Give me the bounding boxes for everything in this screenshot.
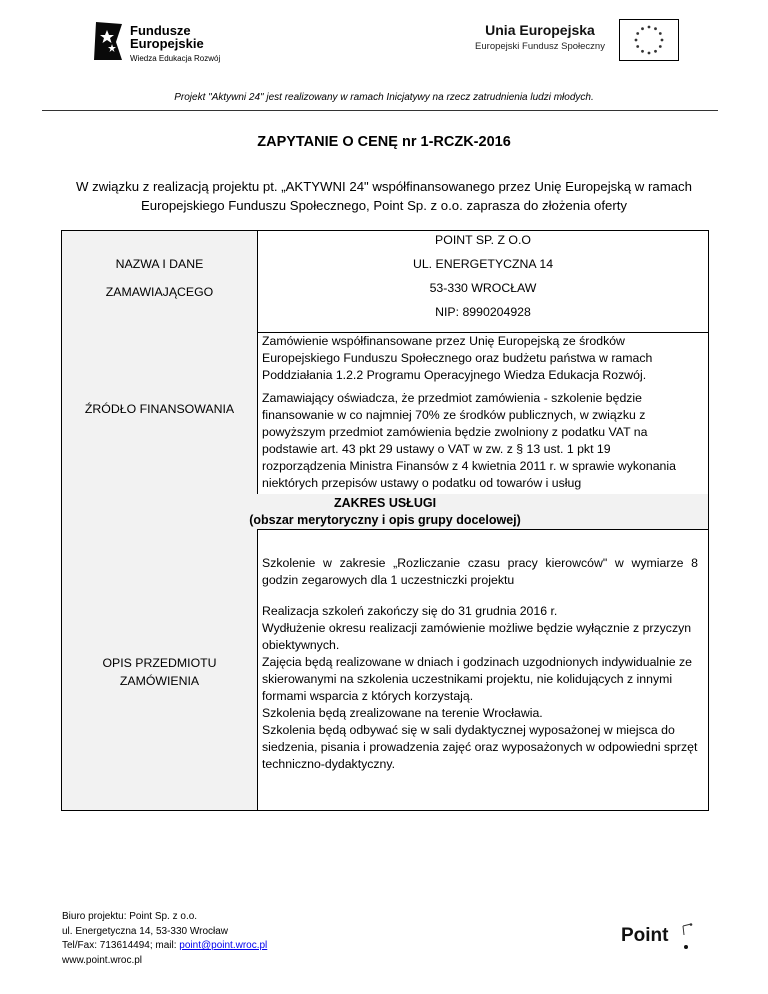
description-label-line-1: OPIS PRZEDMIOTU <box>102 656 217 670</box>
footer-email-link[interactable]: point@point.wroc.pl <box>179 940 268 951</box>
description-text-cell <box>258 529 708 810</box>
buyer-label-cell <box>62 231 258 332</box>
eu-subtitle: Europejski Fundusz Społeczny <box>475 41 605 52</box>
footer-office: Biuro projektu: Point Sp. z o.o. <box>62 911 198 922</box>
description-line: Wydłużenie okresu realizacji zamówienie możliwe będzie wyłącznie z przyczyn obiektywnych. <box>262 621 692 652</box>
eu-logo-text <box>470 22 610 52</box>
eu-flag-icon <box>619 19 679 61</box>
fe-logo-icon <box>92 20 126 62</box>
description-line: Realizacja szkoleń zakończy się do 31 grudnia 2016 r. <box>262 604 558 618</box>
eu-title: Unia Europejska <box>485 22 595 38</box>
project-tagline: Projekt "Aktywni 24" jest realizowany w ramach Inicjatywy na rzecz zatrudnienia ludzi młodych. <box>174 92 594 103</box>
footer-phone: Tel/Fax: 713614494; mail: <box>62 940 180 951</box>
scope-subtitle: (obszar merytoryczny i opis grupy docelowej) <box>249 513 521 527</box>
buyer-label-line-1: NAZWA I DANE <box>115 257 204 271</box>
request-table <box>61 230 709 811</box>
description-para-1: Szkolenie w zakresie „Rozliczanie czasu pracy kierowców" w wymiarze 8 godzin zegarowych dla 1 uczestniczki projektu <box>262 556 698 587</box>
funding-text-2: Zamawiający oświadcza, że przedmiot zamówienia - szkolenie będzie finansowanie w co najmniej 70% ze środków publicznych, w związku z powyższym przedmiot zamówienia będzie zwolniony z podatku VAT na podstawie art. 43 pkt 29 ustawy o VAT w zw. z § 13 ust. 1 pkt 19 rozporządzenia Ministra Finansów z 4 kwietnia 2011 r. w sprawie wykonania niektórych przepisów ustawy o podatku od towarów i usług <box>262 391 676 490</box>
footer-address: ul. Energetyczna 14, 53-330 Wrocław <box>62 925 229 937</box>
point-logo-text: Point <box>621 925 669 946</box>
funding-label-cell <box>62 332 258 494</box>
funding-text-cell <box>258 332 708 494</box>
buyer-street: UL. ENERGETYCZNA 14 <box>412 257 554 271</box>
document-title: ZAPYTANIE O CENĘ nr 1-RCZK-2016 <box>257 134 511 150</box>
intro-paragraph: W związku z realizacją projektu pt. „AKTYWNI 24" współfinansowanego przez Unię Europejską w ramach Europejskiego Funduszu Społecznego, Point Sp. z o.o. zaprasza do złożenia oferty <box>76 179 692 213</box>
buyer-nip: NIP: 8990204928 <box>435 305 531 319</box>
description-line: Szkolenia będą zrealizowane na terenie Wrocławia. <box>262 706 543 720</box>
footer-website: www.point.wroc.pl <box>62 954 143 966</box>
buyer-label-line-2: ZAMAWIAJĄCEGO <box>105 285 214 299</box>
fe-logo-line-1: Fundusze <box>130 23 191 38</box>
buyer-data-cell <box>258 231 708 332</box>
fundusze-europejskie-logo <box>92 14 242 70</box>
description-label-line-2: ZAMÓWIENIA <box>119 674 200 688</box>
point-logo <box>621 925 693 955</box>
funding-text-1: Zamówienie współfinansowane przez Unię Europejską ze środków Europejskiego Funduszu Społecznego oraz budżetu państwa w ramach Poddziałania 1.2.2 Programu Operacyjnego Wiedza Edukacja Rozwój. <box>262 334 653 382</box>
fe-logo-title <box>130 24 204 50</box>
description-details <box>262 603 698 773</box>
footer-phone-mail <box>62 939 267 954</box>
scope-title: ZAKRES USŁUGI <box>333 496 437 510</box>
point-logo-icon <box>681 923 695 951</box>
fe-logo-subtitle: Wiedza Edukacja Rozwój <box>130 54 221 63</box>
funding-label: ŹRÓDŁO FINANSOWANIA <box>84 402 235 416</box>
fe-logo-line-2: Europejskie <box>130 36 204 51</box>
buyer-name: POINT SP. Z O.O <box>435 233 531 247</box>
footer-contact <box>62 910 267 968</box>
description-label-cell <box>62 529 258 810</box>
scope-header-cell <box>62 494 708 529</box>
description-line: Szkolenia będą odbywać się w sali dydaktycznej wyposażonej w miejsca do siedzenia, pisania i prowadzenia zajęć oraz wyposażonych w odpowiedni sprzęt techniczno-dydaktyczny. <box>262 723 698 771</box>
buyer-city: 53-330 WROCŁAW <box>429 281 537 295</box>
header-divider <box>42 110 718 111</box>
description-line: Zajęcia będą realizowane w dniach i godzinach uzgodnionych indywidualnie ze skierowanymi na szkolenia uczestnikami projektu, nie kolidujących z innymi formami wsparcia z których korzystają. <box>262 655 692 703</box>
